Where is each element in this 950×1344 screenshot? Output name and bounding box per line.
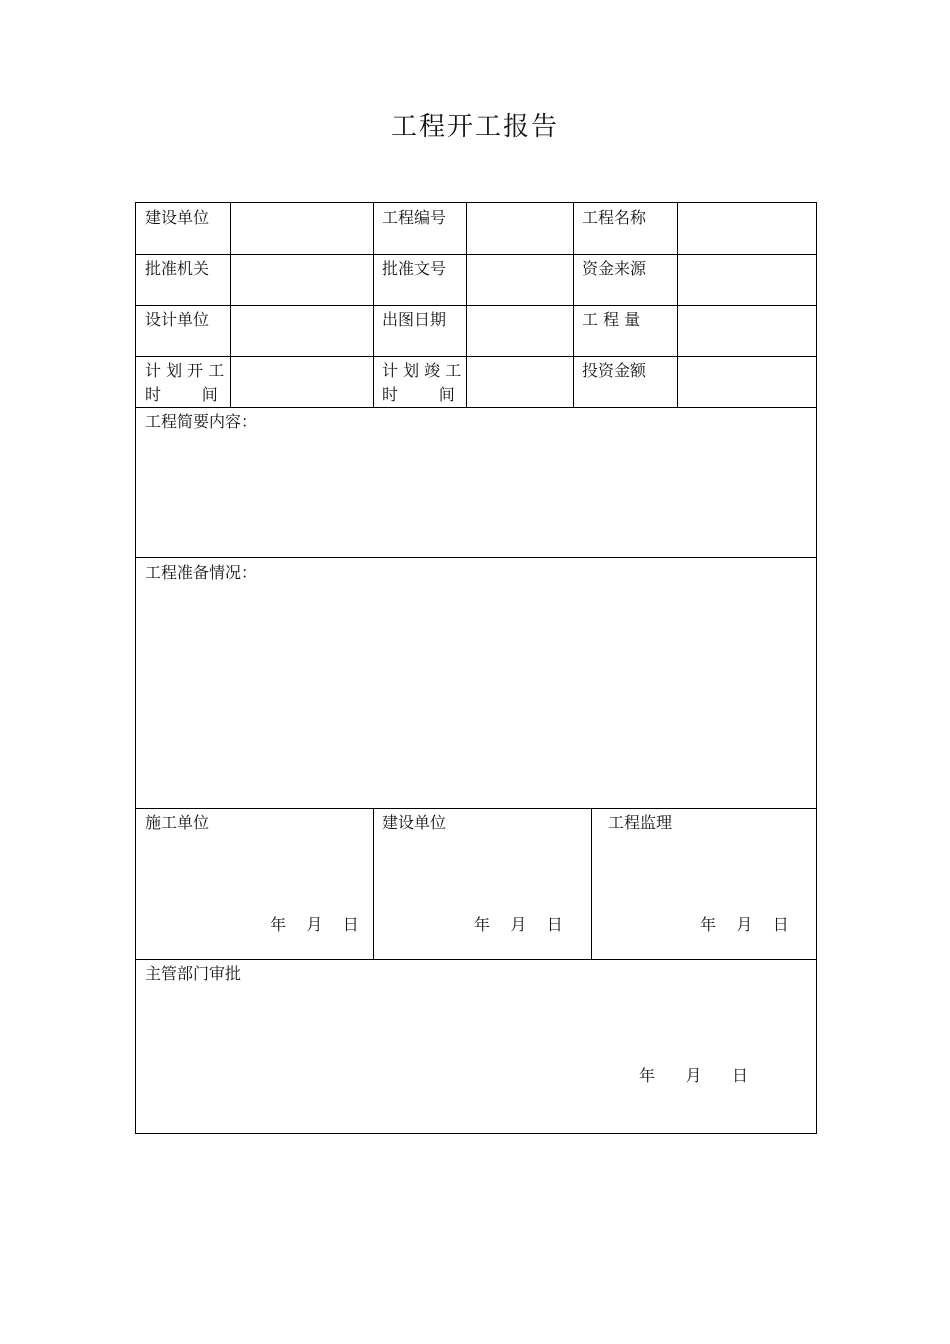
- label-design-unit: 设计单位: [145, 310, 210, 329]
- label-approval-authority: 批准机关: [145, 259, 210, 278]
- section-divider: [136, 808, 816, 809]
- section-divider: [136, 959, 816, 960]
- field-builder-unit[interactable]: [231, 203, 373, 254]
- section-divider: [136, 557, 816, 558]
- date-supervision: 年 月 日: [700, 915, 789, 934]
- col-divider: [373, 203, 374, 407]
- page-title: 工程开工报告: [390, 112, 559, 142]
- col-divider: [373, 808, 374, 959]
- field-planned-start[interactable]: [231, 357, 373, 407]
- col-divider: [573, 203, 574, 407]
- field-approval-authority[interactable]: [231, 255, 373, 305]
- row-divider: [136, 407, 816, 408]
- field-planned-finish[interactable]: [467, 357, 573, 407]
- field-quantity[interactable]: [678, 306, 816, 356]
- field-authority-approval[interactable]: [136, 987, 816, 1133]
- field-design-unit[interactable]: [231, 306, 373, 356]
- field-funding-source[interactable]: [678, 255, 816, 305]
- label-planned-finish-line1: 计 划 竣 工: [382, 361, 462, 380]
- date-authority-approval: 年 月 日: [639, 1066, 749, 1085]
- field-approval-document[interactable]: [467, 255, 573, 305]
- label-planned-start-line1: 计 划 开 工: [145, 361, 225, 380]
- label-planned-start-line2: 时 间: [145, 385, 218, 404]
- label-supervision: 工程监理: [608, 813, 673, 832]
- date-construction-unit: 年 月 日: [270, 915, 359, 934]
- label-project-name: 工程名称: [582, 208, 647, 227]
- field-project-name[interactable]: [678, 203, 816, 254]
- field-project-summary[interactable]: [136, 435, 816, 557]
- date-builder-unit: 年 月 日: [474, 915, 563, 934]
- label-authority-approval: 主管部门审批: [145, 964, 242, 983]
- report-form: [135, 202, 817, 1134]
- label-project-preparation: 工程准备情况：: [145, 563, 258, 582]
- field-project-number[interactable]: [467, 203, 573, 254]
- label-builder-unit: 建设单位: [145, 208, 210, 227]
- field-drawing-date[interactable]: [467, 306, 573, 356]
- label-planned-finish-line2: 时 间: [382, 385, 455, 404]
- field-investment-amount[interactable]: [678, 357, 816, 407]
- field-project-preparation[interactable]: [136, 586, 816, 808]
- label-investment-amount: 投资金额: [582, 361, 647, 380]
- label-construction-unit: 施工单位: [145, 813, 210, 832]
- label-drawing-date: 出图日期: [382, 310, 447, 329]
- label-quantity: 工 程 量: [582, 310, 641, 329]
- label-funding-source: 资金来源: [582, 259, 647, 278]
- label-approval-document: 批准文号: [382, 259, 447, 278]
- label-project-summary: 工程简要内容：: [145, 412, 258, 431]
- label-project-number: 工程编号: [382, 208, 447, 227]
- col-divider: [591, 808, 592, 959]
- label-builder-unit-signature: 建设单位: [382, 813, 447, 832]
